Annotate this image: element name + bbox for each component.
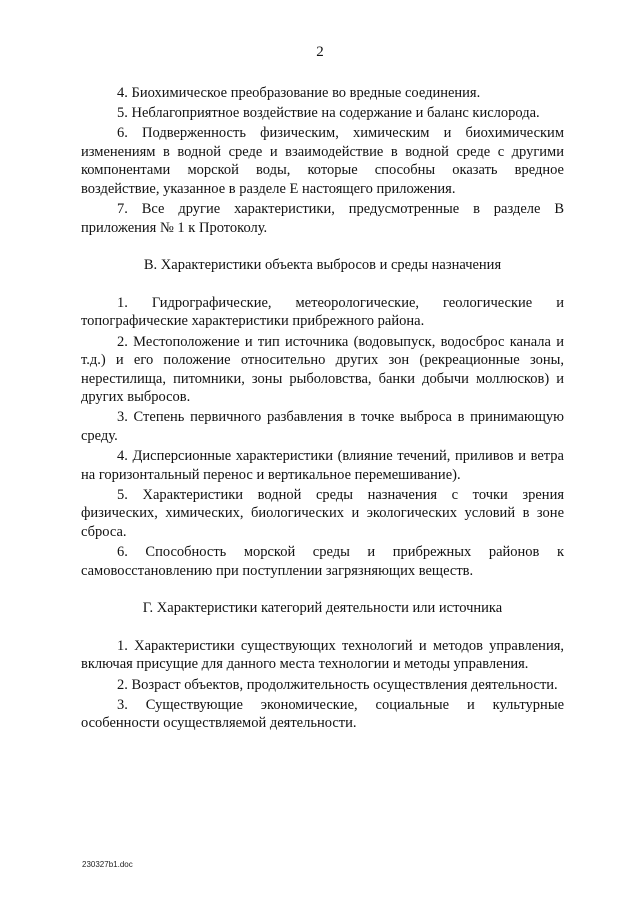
section-heading-g: Г. Характеристики категорий деятельности или источника [142, 600, 503, 617]
paragraph: 1. Гидрографические, метеорологические, геологические и топографические характеристики прибрежного района. [81, 294, 564, 330]
paragraph: 6. Подверженность физическим, химическим и биохимическим изменениям в водной среде и взаимодействие в водной среде с другими компонентами морской воды, которые способны оказать вредное воздействие, указанное в разделе Е настоящего приложения. [81, 125, 564, 197]
paragraph: 4. Дисперсионные характеристики (влияние течений, приливов и ветра на горизонтальный перенос и вертикальное перемешивание). [81, 448, 564, 483]
paragraph: 7. Все другие характеристики, предусмотренные в разделе В приложения № 1 к Протоколу. [81, 201, 564, 236]
paragraph: 2. Местоположение и тип источника (водовыпуск, водосброс канала и т.д.) и его положение относительно других зон (рекреационные зоны, нерестилища, питомники, зоны рыболовства, банки добычи моллюсков) и других выбросов. [81, 333, 564, 406]
paragraph: 1. Характеристики существующих технологий и методов управления, включая присущие для данного места технологии и методы управления. [81, 637, 564, 673]
document-body [81, 84, 564, 734]
paragraph: 6. Способность морской среды и прибрежных районов к самовосстановлению при поступлении загрязняющих веществ. [81, 544, 564, 579]
paragraph: 5. Характеристики водной среды назначения с точки зрения физических, химических, биологических и экологических условий в зоне сброса. [81, 486, 564, 540]
paragraph: 4. Биохимическое преобразование во вредные соединения. [117, 85, 481, 101]
footer-filename: 230327b1.doc [82, 860, 133, 869]
page-number: 2 [316, 44, 324, 60]
paragraph: 3. Существующие экономические, социальные и культурные особенности осуществляемой деятельности. [81, 696, 564, 732]
paragraph: 3. Степень первичного разбавления в точке выброса в принимающую среду. [81, 409, 564, 444]
paragraph: 2. Возраст объектов, продолжительность осуществления деятельности. [117, 676, 558, 693]
paragraph: 5. Неблагоприятное воздействие на содержание и баланс кислорода. [117, 105, 540, 122]
section-heading-b: В. Характеристики объекта выбросов и среды назначения [143, 257, 502, 274]
